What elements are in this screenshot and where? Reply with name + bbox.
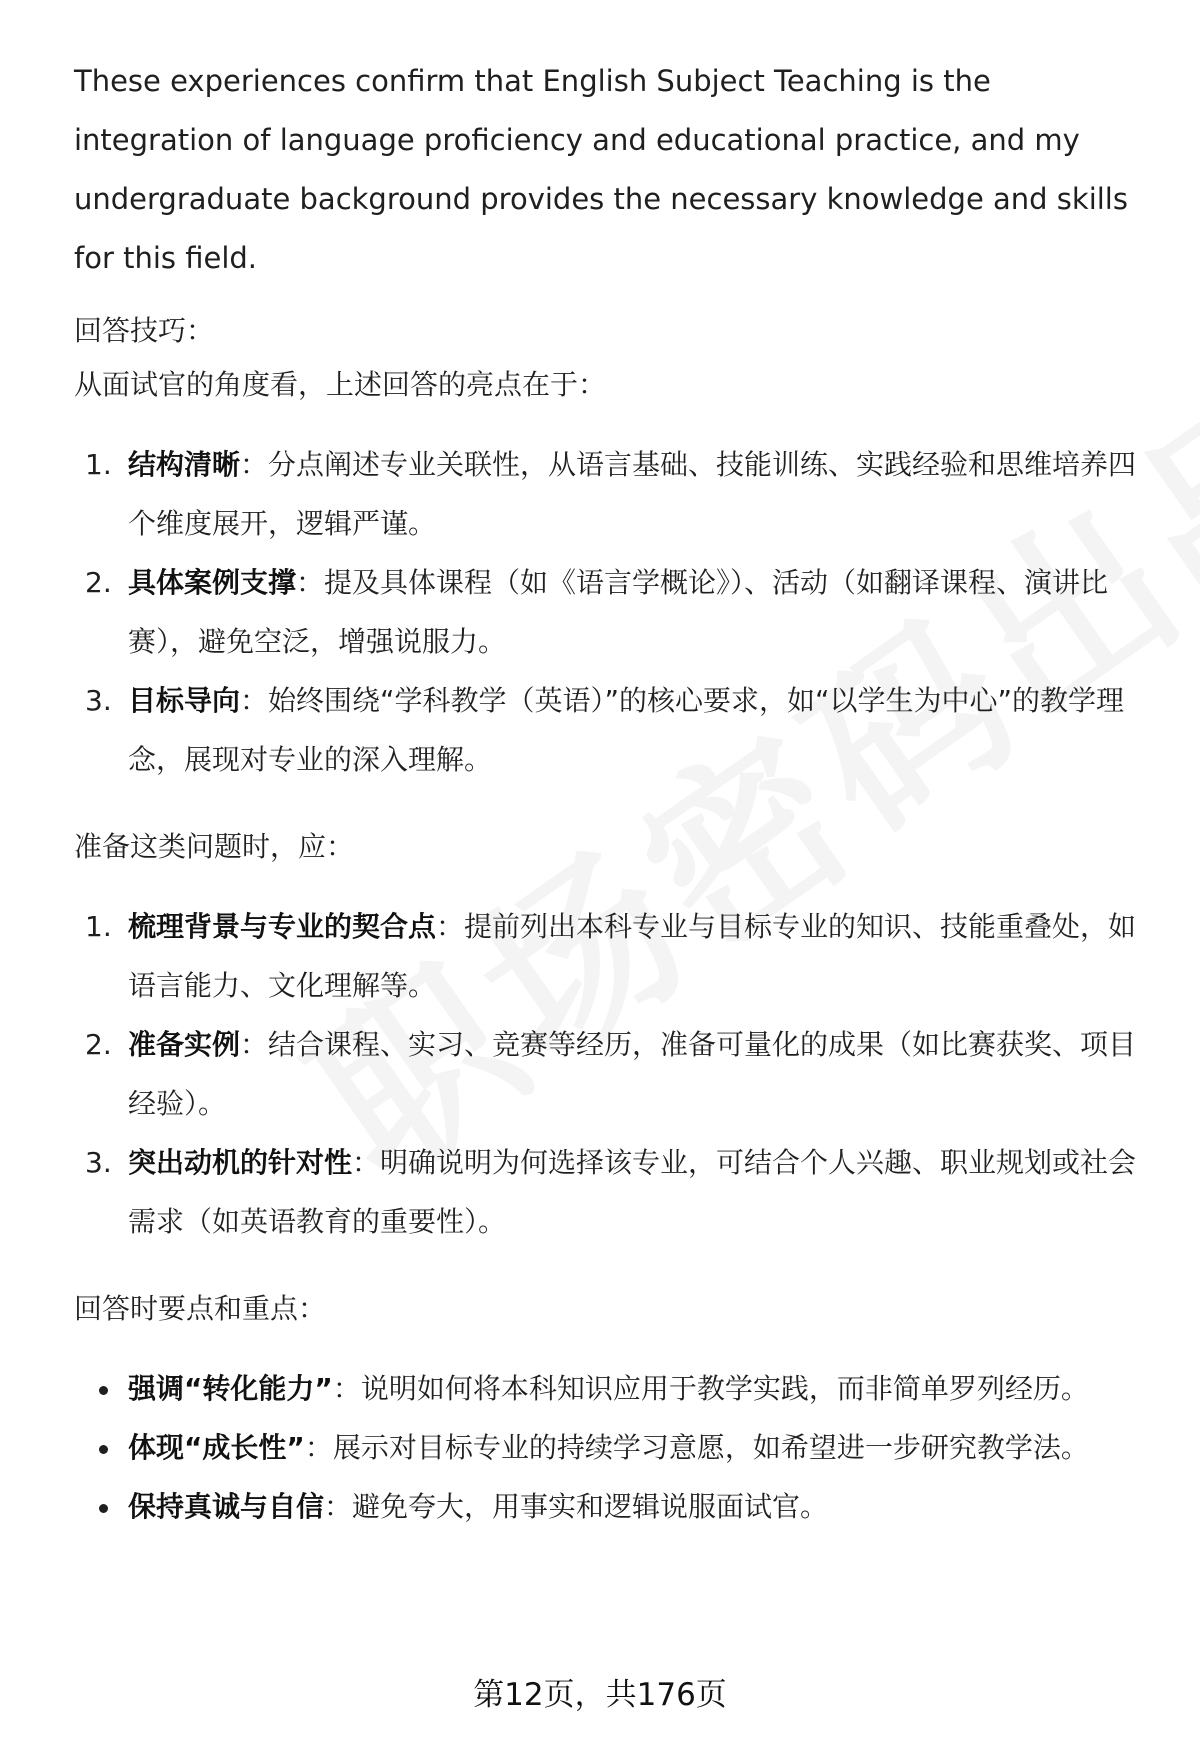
item-term: 体现“成长性”	[128, 1431, 305, 1464]
list-item	[74, 671, 1144, 789]
bullet-dot-icon	[99, 1386, 108, 1395]
prep-list	[74, 897, 1144, 1251]
highlights-list	[74, 435, 1144, 789]
bullet-item	[74, 1477, 1144, 1536]
item-term: 突出动机的针对性	[128, 1146, 353, 1179]
item-desc: ：提及具体课程（如《语言学概论》）、活动（如翻译课程、演讲比赛），避免空泛，增强说服力。	[128, 566, 1109, 658]
item-desc: ：始终围绕“学科教学（英语）”的核心要求，如“以学生为中心”的教学理念，展现对专业的深入理解。	[128, 684, 1125, 776]
bullet-item	[74, 1359, 1144, 1418]
tips-heading: 回答技巧：	[74, 314, 215, 347]
list-number: 1.	[85, 448, 112, 481]
bullet-dot-icon	[99, 1504, 108, 1513]
tips-intro: 从面试官的角度看，上述回答的亮点在于：	[74, 368, 607, 401]
item-term: 具体案例支撑	[128, 566, 297, 599]
prep-heading: 准备这类问题时，应：	[74, 830, 355, 863]
list-number: 2.	[85, 566, 112, 599]
item-term: 准备实例	[128, 1028, 241, 1061]
item-desc: ：展示对目标专业的持续学习意愿，如希望进一步研究教学法。	[304, 1431, 1089, 1464]
item-term: 梳理背景与专业的契合点	[128, 910, 437, 943]
bullet-item	[74, 1418, 1144, 1477]
list-number: 3.	[85, 684, 112, 717]
list-number: 3.	[85, 1146, 112, 1179]
list-item	[74, 1015, 1144, 1133]
list-number: 2.	[85, 1028, 112, 1061]
list-number: 1.	[85, 910, 112, 943]
item-term: 强调“转化能力”	[128, 1372, 333, 1405]
item-desc: ：避免夸大，用事实和逻辑说服面试官。	[324, 1490, 829, 1523]
item-term: 结构清晰	[128, 448, 241, 481]
document-page	[74, 52, 1144, 1536]
points-list	[74, 1359, 1144, 1536]
page-number: 第12页，共176页	[473, 1677, 727, 1713]
item-term: 目标导向	[128, 684, 241, 717]
intro-paragraph: These experiences confirm that English Subject Teaching is the integration of language proficiency and educational practice, and my undergraduate background provides the necessary knowledge and skills for this field.	[74, 64, 1128, 275]
item-desc: ：分点阐述专业关联性，从语言基础、技能训练、实践经验和思维培养四个维度展开，逻辑严谨。	[128, 448, 1137, 540]
list-item	[74, 553, 1144, 671]
item-desc: ：提前列出本科专业与目标专业的知识、技能重叠处，如语言能力、文化理解等。	[128, 910, 1137, 1002]
list-item	[74, 1133, 1144, 1251]
points-heading: 回答时要点和重点：	[74, 1292, 327, 1325]
item-desc: ：说明如何将本科知识应用于教学实践，而非简单罗列经历。	[332, 1372, 1089, 1405]
list-item	[74, 435, 1144, 553]
list-item	[74, 897, 1144, 1015]
item-term: 保持真诚与自信	[128, 1490, 325, 1523]
item-desc: ：明确说明为何选择该专业，可结合个人兴趣、职业规划或社会需求（如英语教育的重要性）。	[128, 1146, 1137, 1238]
bullet-dot-icon	[99, 1445, 108, 1454]
item-desc: ：结合课程、实习、竞赛等经历，准备可量化的成果（如比赛获奖、项目经验）。	[128, 1028, 1137, 1120]
